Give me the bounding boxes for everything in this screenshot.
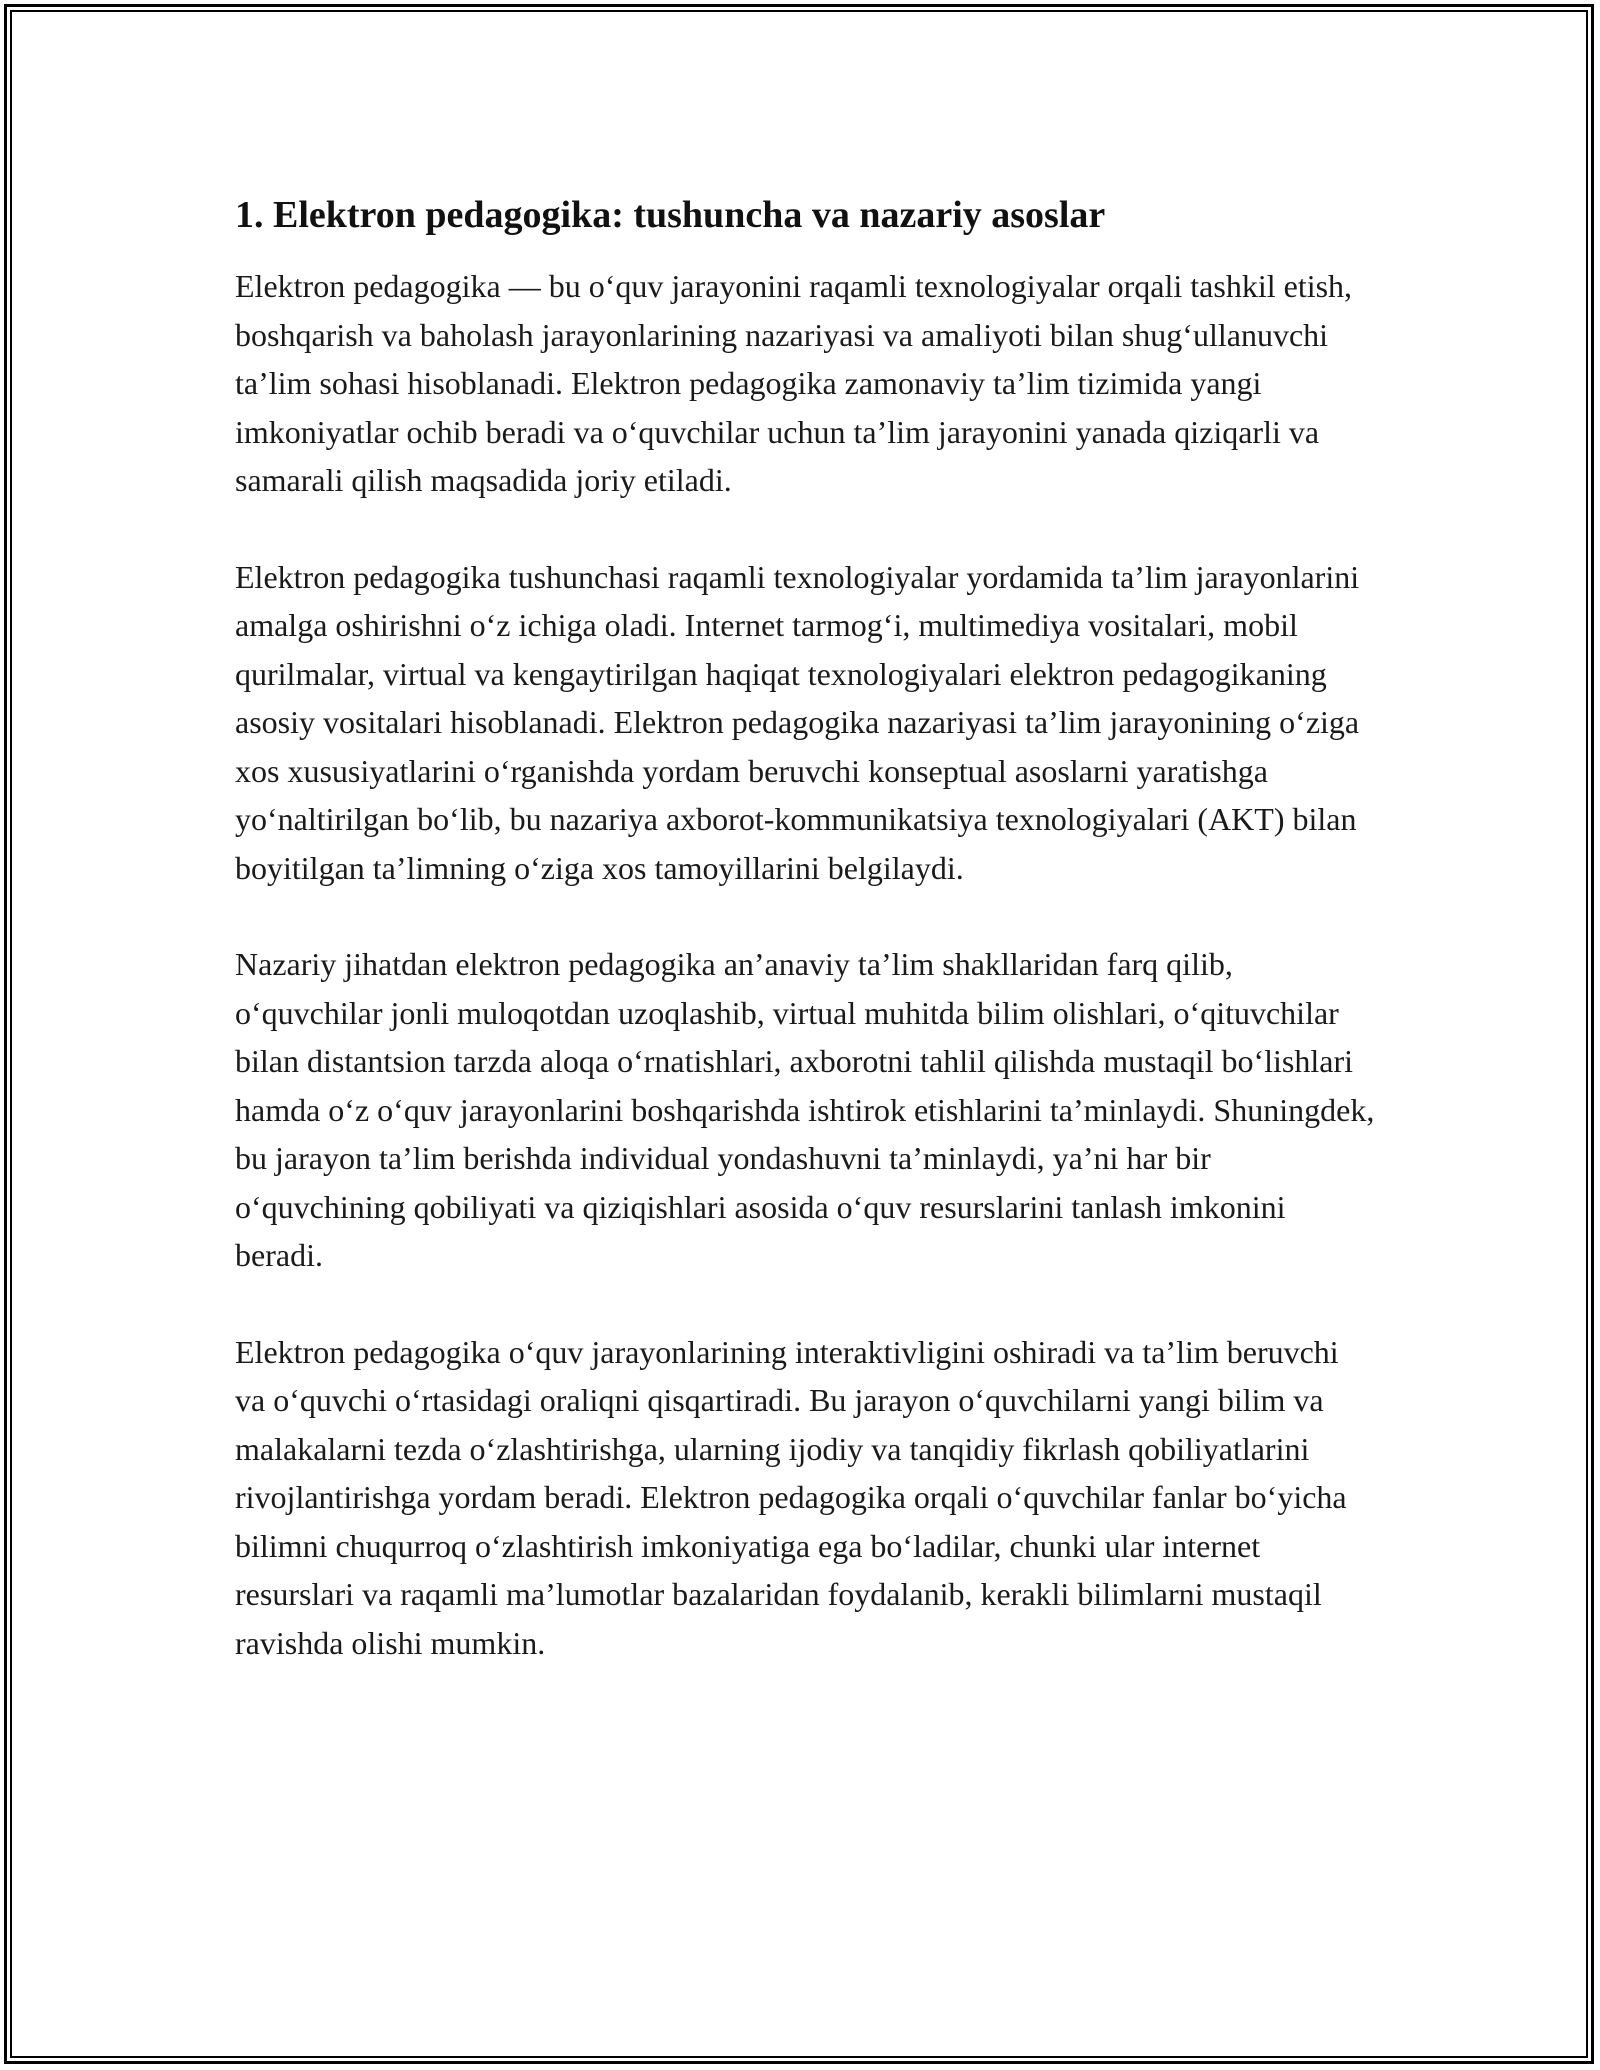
paragraph-1: Elektron pedagogika — bu o‘quv jarayonini raqamli texnologiyalar orqali tashkil etish, boshqarish va baholash jarayonlarining nazariyasi va amaliyoti bilan shug‘ullanuvchi ta’lim sohasi hisoblanadi. Elektron pedagogika zamonaviy ta’lim tizimida yangi imkoniyatlar ochib beradi va o‘quvchilar uchun ta’lim jarayonini yanada qiziqarli va samarali qilish maqsadida joriy etiladi.	[235, 268, 1353, 498]
document-body	[235, 190, 1375, 1715]
paragraph-3: Nazariy jihatdan elektron pedagogika an’anaviy ta’lim shakllaridan farq qilib, o‘quvchilar jonli muloqotdan uzoqlashib, virtual muhitda bilim olishlari, o‘qituvchilar bilan distantsion tarzda aloqa o‘rnatishlari, axborotni tahlil qilishda mustaqil bo‘lishlari hamda o‘z o‘quv jarayonlarini boshqarishda ishtirok etishlarini ta’minlaydi. Shuningdek, bu jarayon ta’lim berishda individual yondashuvni ta’minlaydi, ya’ni har bir o‘quvchining qobiliyati va qiziqishlari asosida o‘quv resurslarini tanlash imkonini beradi.	[235, 946, 1375, 1273]
section-heading: 1. Elektron pedagogika: tushuncha va nazariy asoslar	[235, 194, 1106, 236]
paragraph-2: Elektron pedagogika tushunchasi raqamli texnologiyalar yordamida ta’lim jarayonlarini amalga oshirishni o‘z ichiga oladi. Internet tarmog‘i, multimediya vositalari, mobil qurilmalar, virtual va kengaytirilgan haqiqat texnologiyalari elektron pedagogikaning asosiy vositalari hisoblanadi. Elektron pedagogika nazariyasi ta’lim jarayonining o‘ziga xos xususiyatlarini o‘rganishda yordam beruvchi konseptual asoslarni yaratishga yo‘naltirilgan bo‘lib, bu nazariya axborot-kommunikatsiya texnologiyalari (AKT) bilan boyitilgan ta’limning o‘ziga xos tamoyillarini belgilaydi.	[235, 558, 1360, 886]
paragraph-4: Elektron pedagogika o‘quv jarayonlarining interaktivligini oshiradi va ta’lim beruvchi va o‘quvchi o‘rtasidagi oraliqni qisqartiradi. Bu jarayon o‘quvchilarni yangi bilim va malakalarni tezda o‘zlashtirishga, ularning ijodiy va tanqidiy fikrlash qobiliyatlarini rivojlantirishga yordam beradi. Elektron pedagogika orqali o‘quvchilar fanlar bo‘yicha bilimni chuqurroq o‘zlashtirish imkoniyatiga ega bo‘ladilar, chunki ular internet resurslari va raqamli ma’lumotlar bazalaridan foydalanib, kerakli bilimlarni mustaqil ravishda olishi mumkin.	[235, 1333, 1347, 1661]
